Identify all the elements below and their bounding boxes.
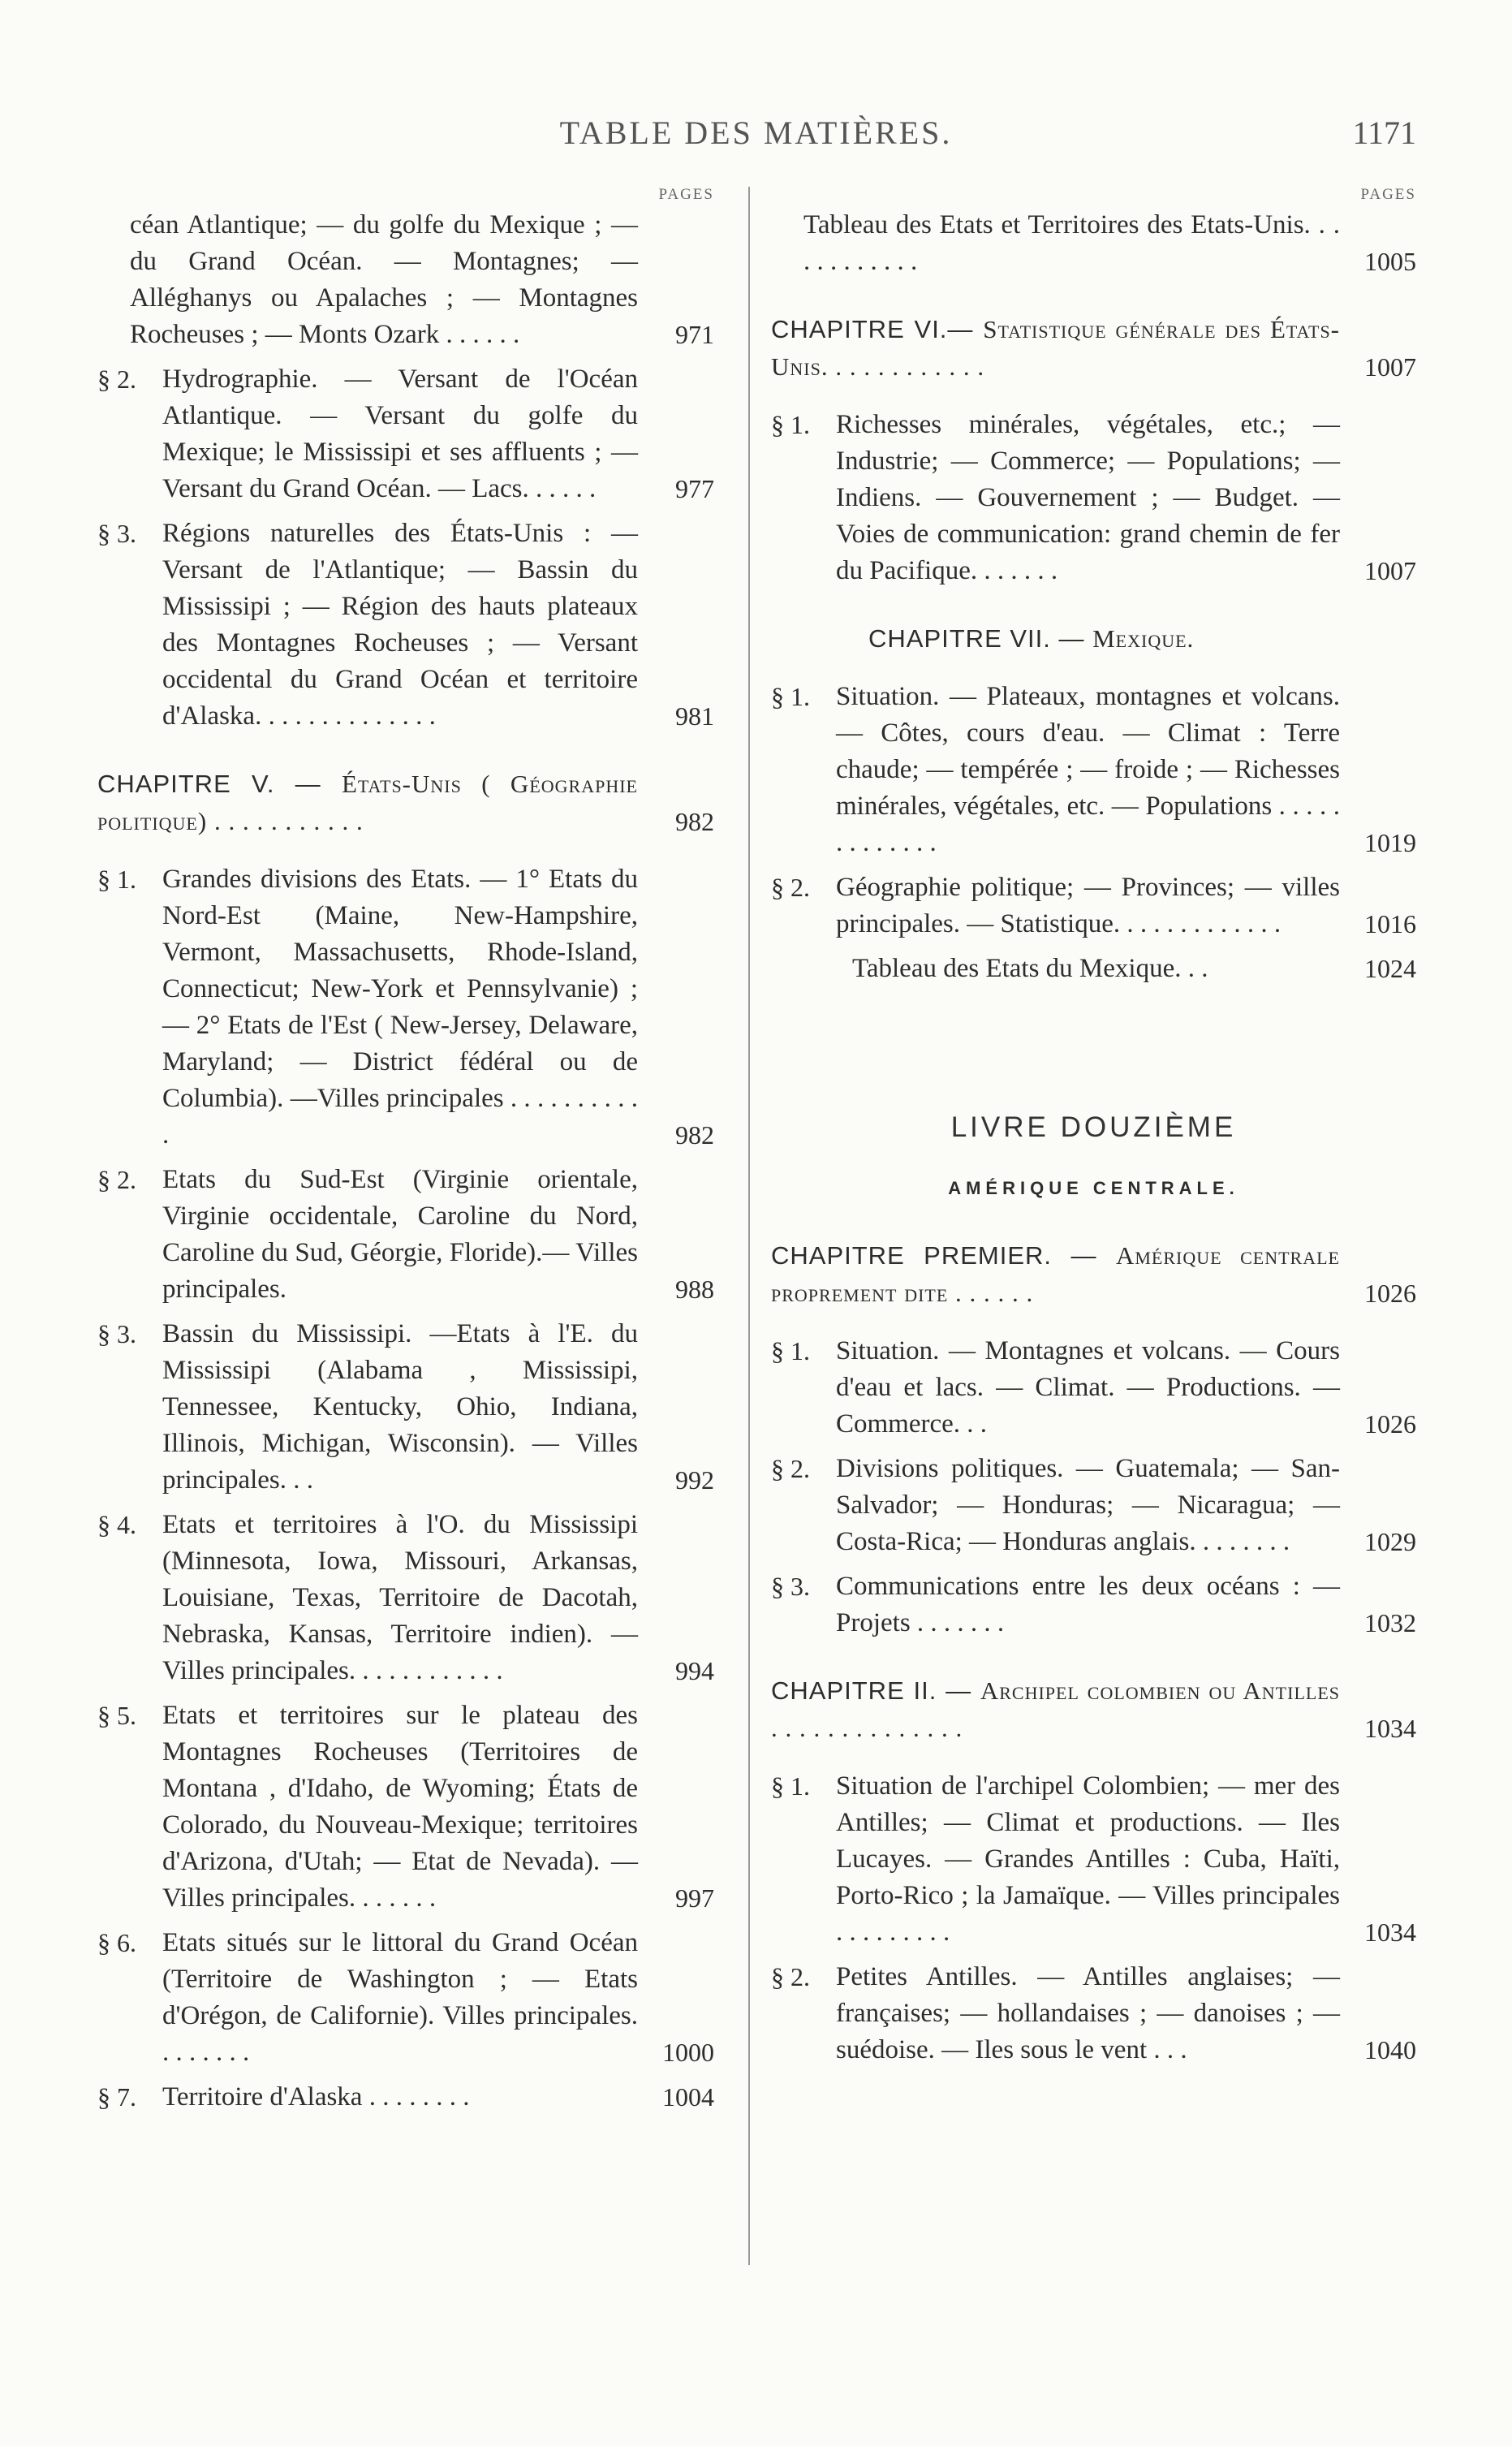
section-number: § 1. (771, 1336, 810, 1365)
chapter-title: Amérique centrale proprement dite . . . . . . (771, 1241, 1340, 1307)
toc-entry (97, 207, 714, 353)
chapter-label: CHAPITRE VI.— (771, 315, 984, 343)
section-number: § 3. (97, 519, 136, 548)
section-number: § 2. (771, 1962, 810, 1991)
page-title: TABLE DES MATIÈRES. (559, 114, 953, 151)
chapter-heading (771, 1237, 1416, 1312)
toc-entry (771, 1768, 1416, 1951)
chapter-heading (97, 766, 714, 840)
entry-page: 1005 (1364, 247, 1416, 276)
book-subheading: AMÉRIQUE CENTRALE. (948, 1178, 1239, 1198)
toc-entry (97, 1162, 714, 1308)
entry-page: 1026 (1364, 1279, 1416, 1308)
entry-page: 971 (675, 320, 714, 349)
entry-text: Régions naturelles des États-Unis : — Versant de l'Atlantique; — Bassin du Mississipi ; — Région des hauts plateaux des Montagnes Rocheuses ; — Versant occidental du Grand Océan et territoire d'Alaska. . . . . . . . . . . . . . (162, 519, 638, 731)
entry-text: Hydrographie. — Versant de l'Océan Atlantique. — Versant du golfe du Mexique; le Mississipi et ses affluents ; — Versant du Grand Océan. — Lacs. . . . . . (162, 365, 638, 503)
toc-entry (97, 861, 714, 1154)
section-number: § 5. (97, 1701, 136, 1730)
entry-text: Bassin du Mississipi. —Etats à l'E. du Mississipi (Alabama , Mississipi, Tennessee, Kentucky, Ohio, Indiana, Illinois, Michigan, Wisconsin). — Villes principales. . . (162, 1319, 638, 1495)
chapter-title: Statistique générale des États-Unis. . . . . . . . . . . . (771, 315, 1340, 381)
chapter-title: États-Unis ( Géographie politique) . . . . . . . . . . . (97, 770, 638, 835)
entry-text: Géographie politique; — Provinces; — villes principales. — Statistique. . . . . . . . . . . . . (836, 873, 1340, 938)
section-number: § 1. (771, 410, 810, 439)
entry-text: céan Atlantique; — du golfe du Mexique ; — du Grand Océan. — Montagnes; — Alléghanys ou Apalaches ; — Montagnes Rocheuses ; — Monts Ozark . . . . . . (130, 210, 638, 349)
entry-text: Etats et territoires à l'O. du Mississipi (Minnesota, Iowa, Missouri, Arkansas, Louisiane, Texas, Territoire de Dacotah, Nebraska, Kansas, Territoire indien). — Villes principales. . . . . . . . . . . . (162, 1510, 638, 1685)
column-divider (748, 187, 750, 2265)
entry-page: 1007 (1364, 556, 1416, 585)
chapter-label: CHAPITRE VII. — (868, 624, 1093, 653)
book-heading: LIVRE DOUZIÈME (950, 1111, 1237, 1143)
toc-entry (771, 679, 1416, 861)
entry-text: Petites Antilles. — Antilles anglaises; — françaises; — hollandaises ; — danoises ; — suédoise. — Iles sous le vent . . . (836, 1962, 1340, 2064)
entry-text: Situation. — Montagnes et volcans. — Cours d'eau et lacs. — Climat. — Productions. — Commerce. . . (836, 1336, 1340, 1439)
toc-entry (771, 207, 1416, 280)
entry-text: Tableau des Etats du Mexique. . . (852, 954, 1208, 983)
entry-page: 1040 (1364, 2035, 1416, 2064)
entry-text: Tableau des Etats et Territoires des Etats-Unis. . . . . . . . . . . . (803, 210, 1340, 276)
toc-entry (97, 361, 714, 507)
toc-entry (97, 2079, 714, 2116)
entry-text: Etats situés sur le littoral du Grand Océan (Territoire de Washington ; — Etats d'Orégon, de Californie). Villes principales. . . . . . . . (162, 1928, 638, 2067)
entry-page: 1000 (662, 2038, 714, 2067)
entry-page: 1029 (1364, 1527, 1416, 1556)
page-number: 1171 (1352, 114, 1416, 151)
toc-entry (771, 1333, 1416, 1443)
entry-page: 1004 (662, 2082, 714, 2112)
entry-page: 988 (675, 1275, 714, 1304)
toc-entry (771, 1959, 1416, 2069)
entry-text: Divisions politiques. — Guatemala; — San-Salvador; — Honduras; — Nicaragua; — Costa-Rica; — Honduras anglais. . . . . . . . (836, 1454, 1340, 1556)
toc-entry (771, 407, 1416, 589)
chapter-label: CHAPITRE II. — (771, 1676, 980, 1705)
toc-entry (97, 1925, 714, 2071)
section-number: § 2. (771, 1454, 810, 1483)
section-number: § 7. (97, 2082, 136, 2112)
entry-text: Situation de l'archipel Colombien; — mer des Antilles; — Climat et productions. — Iles Lucayes. — Grandes Antilles : Cuba, Haïti, Porto-Rico ; la Jamaïque. — Villes principales . . . . . . . . . (836, 1771, 1340, 1947)
section-number: § 1. (771, 1771, 810, 1801)
section-number: § 1. (771, 682, 810, 711)
toc-entry (771, 951, 1416, 987)
toc-entry (771, 1568, 1416, 1641)
section-number: § 2. (97, 1165, 136, 1194)
entry-page: 1034 (1364, 1918, 1416, 1947)
chapter-heading (771, 1672, 1416, 1747)
entry-page: 994 (675, 1656, 714, 1685)
toc-entry (97, 516, 714, 735)
entry-page: 982 (675, 1120, 714, 1150)
entry-page: 981 (675, 701, 714, 731)
section-number: § 2. (97, 365, 136, 394)
entry-page: 992 (675, 1465, 714, 1495)
chapter-label: CHAPITRE V. — (97, 770, 342, 798)
toc-entry (97, 1507, 714, 1689)
chapter-title: Archipel colombien ou Antilles . . . . . . . . . . . . . . (771, 1676, 1340, 1742)
section-number: § 6. (97, 1928, 136, 1957)
left-column (97, 183, 714, 2124)
toc-entry (97, 1698, 714, 1917)
entry-page: 997 (675, 1883, 714, 1913)
entry-text: Richesses minérales, végétales, etc.; — Industrie; — Commerce; — Populations; — Indiens. — Gouvernement ; — Budget. — Voies de communication: grand chemin de fer du Pacifique. . . . . . . (836, 410, 1340, 585)
toc-entry (771, 1451, 1416, 1560)
entry-page: 1026 (1364, 1409, 1416, 1439)
toc-entry (97, 1316, 714, 1499)
entry-page: 1007 (1364, 352, 1416, 382)
chapter-label: CHAPITRE PREMIER. — (771, 1241, 1116, 1270)
section-number: § 4. (97, 1510, 136, 1539)
entry-text: Grandes divisions des Etats. — 1° Etats du Nord-Est (Maine, New-Hampshire, Vermont, Massachusetts, Rhode-Island, Connecticut; New-York et Pennsylvanie) ; — 2° Etats de l'Est ( New-Jersey, Delaware, Maryland; — District fédéral ou de Columbia). —Villes principales . . . . . . . . . . . (162, 865, 638, 1150)
entry-page: 977 (675, 474, 714, 503)
entry-page: 982 (675, 807, 714, 836)
chapter-heading (771, 311, 1416, 386)
section-number: § 3. (97, 1319, 136, 1348)
entry-page: 1034 (1364, 1714, 1416, 1743)
entry-page: 1024 (1364, 954, 1416, 983)
chapter-title: Mexique. (1092, 624, 1195, 653)
toc-entry (771, 869, 1416, 943)
entry-text: Etats du Sud-Est (Virginie orientale, Virginie occidentale, Caroline du Nord, Caroline du Sud, Géorgie, Floride).— Villes principales. (162, 1165, 638, 1304)
right-column (771, 183, 1416, 2077)
entry-text: Territoire d'Alaska . . . . . . . . (162, 2082, 470, 2112)
running-head (0, 114, 1512, 162)
pages-label: PAGES (1360, 186, 1416, 203)
section-number: § 2. (771, 873, 810, 902)
entry-text: Situation. — Plateaux, montagnes et volcans. — Côtes, cours d'eau. — Climat : Terre chaude; — tempérée ; — froide ; — Richesses minérales, végétales, etc. — Populations . . . . . . . . . . . . . (836, 682, 1340, 857)
entry-text: Etats et territoires sur le plateau des Montagnes Rocheuses (Territoires de Montana , d'Idaho, de Wyoming; États de Colorado, du Nouveau-Mexique; territoires d'Arizona, d'Utah; — Etat de Nevada). — Villes principales. . . . . . . (162, 1701, 638, 1913)
section-number: § 1. (97, 865, 136, 894)
entry-text: Communications entre les deux océans : — Projets . . . . . . . (836, 1572, 1340, 1637)
entry-page: 1016 (1364, 909, 1416, 938)
pages-label: PAGES (658, 186, 714, 203)
entry-page: 1032 (1364, 1608, 1416, 1637)
section-number: § 3. (771, 1572, 810, 1601)
chapter-heading (771, 620, 1416, 658)
entry-page: 1019 (1364, 828, 1416, 857)
